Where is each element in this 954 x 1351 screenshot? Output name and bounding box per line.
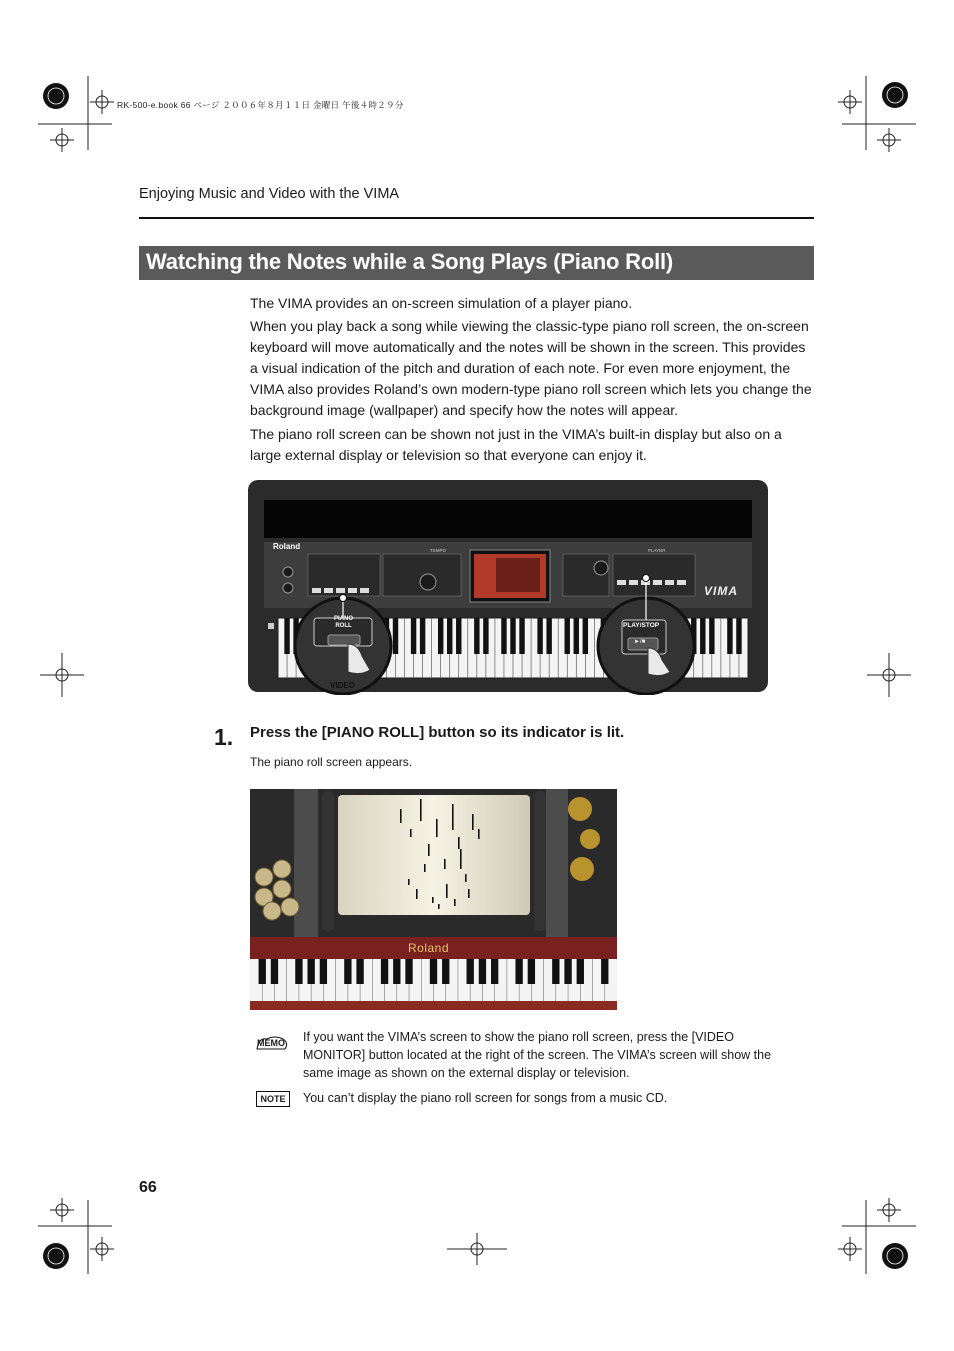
- roll-note: [446, 884, 448, 898]
- roll-note: [420, 799, 422, 821]
- black-key: [393, 618, 398, 654]
- black-key: [501, 618, 506, 654]
- step-number: 1.: [214, 724, 234, 750]
- memo-icon-label: MEMO: [257, 1038, 285, 1048]
- black-key: [515, 959, 522, 984]
- player-label: PLAYER: [648, 548, 666, 553]
- roll-note: [408, 879, 410, 885]
- piano-roll-button[interactable]: [334, 616, 353, 630]
- black-key: [577, 959, 584, 984]
- roll-note: [468, 889, 470, 898]
- black-key: [344, 959, 351, 984]
- black-key: [420, 618, 425, 654]
- black-key: [519, 618, 524, 654]
- black-key: [438, 618, 443, 654]
- roll-note: [424, 864, 426, 872]
- black-key: [271, 959, 278, 984]
- black-key: [709, 618, 714, 654]
- roll-note: [444, 859, 446, 869]
- vima-illustration: [248, 480, 768, 695]
- black-key: [564, 959, 571, 984]
- black-key: [583, 618, 588, 654]
- black-key: [491, 959, 498, 984]
- step-instruction: Press the [PIANO ROLL] button so its indicator is lit.: [250, 724, 625, 741]
- black-key: [320, 959, 327, 984]
- section-title: Watching the Notes while a Song Plays (Piano Roll): [146, 249, 674, 274]
- roland-nameboard: Roland: [408, 941, 450, 955]
- black-key: [736, 618, 741, 654]
- vima-instrument-figure: [248, 480, 768, 695]
- roll-note: [400, 809, 402, 823]
- memo-text: If you want the VIMA’s screen to show the piano roll screen, press the [VIDEO MONITOR] button located at the right of the screen. The VIMA’s screen will show the same image as shown on the external display or television.: [303, 1030, 772, 1080]
- black-key: [727, 618, 732, 654]
- black-key: [307, 959, 314, 984]
- roll-note: [478, 829, 480, 839]
- roll-note: [472, 814, 474, 830]
- play-stop-button[interactable]: ►/■: [634, 639, 646, 645]
- intro-paragraph-1: The VIMA provides an on-screen simulation of a player piano.: [250, 295, 633, 311]
- roll-note: [436, 819, 438, 837]
- print-slug: RK-500-e.book 66 ページ ２００６年８月１１日 金曜日 午後４時２９分: [117, 100, 404, 110]
- roll-note: [410, 829, 412, 837]
- black-key: [442, 959, 449, 984]
- black-key: [405, 959, 412, 984]
- piano-roll-illustration: [250, 789, 617, 1010]
- roll-note: [460, 849, 462, 869]
- roll-note: [432, 897, 434, 903]
- piano-roll-label-line2: ROLL: [335, 623, 352, 629]
- black-key: [295, 959, 302, 984]
- black-key: [411, 618, 416, 654]
- black-key: [565, 618, 570, 654]
- black-key: [528, 959, 535, 984]
- play-stop-label: PLAY/STOP: [623, 622, 660, 629]
- black-key: [537, 618, 542, 654]
- piano-roll-label-line1: PIANO: [334, 616, 354, 622]
- intro-paragraph-2: When you play back a song while viewing the classic-type piano roll screen, the on-screen keyboard will move automatically and the notes will be shown in the screen. This provides a visual indication of the pitch and duration of each note. For even more enjoyment, the VIMA also provides Roland’s own modern-type piano roll screen which lets you change the background image (wallpaper) and specify how the notes will appear.: [250, 318, 812, 418]
- black-key: [479, 959, 486, 984]
- roll-note: [416, 889, 418, 899]
- note-icon: NOTE: [256, 1091, 290, 1107]
- black-key: [574, 618, 579, 654]
- roll-note: [428, 844, 430, 856]
- black-key: [474, 618, 479, 654]
- page-number: 66: [139, 1179, 157, 1196]
- black-key: [546, 618, 551, 654]
- black-key: [456, 618, 461, 654]
- product-logo: VIMA: [704, 584, 738, 598]
- black-key: [393, 959, 400, 984]
- black-key: [601, 959, 608, 984]
- header-rule: [139, 217, 814, 219]
- step-result: The piano roll screen appears.: [250, 755, 413, 769]
- roll-note: [458, 837, 460, 849]
- roll-note: [452, 804, 454, 830]
- roll-note: [438, 904, 440, 909]
- black-key: [447, 618, 452, 654]
- black-key: [259, 959, 266, 984]
- piano-roll-screen-figure: [250, 789, 617, 1010]
- black-key: [430, 959, 437, 984]
- roll-note: [465, 874, 467, 882]
- black-key: [552, 959, 559, 984]
- roll-note: [454, 899, 456, 906]
- running-header: Enjoying Music and Video with the VIMA: [139, 186, 400, 202]
- black-key: [483, 618, 488, 654]
- black-key: [467, 959, 474, 984]
- black-key: [510, 618, 515, 654]
- video-label: VIDEO: [330, 681, 355, 690]
- black-key: [381, 959, 388, 984]
- brand-logo-small: Roland: [273, 542, 301, 551]
- black-key: [356, 959, 363, 984]
- tempo-label: TEMPO: [430, 548, 447, 553]
- note-text: You can’t display the piano roll screen for songs from a music CD.: [303, 1091, 668, 1105]
- intro-paragraph-3: The piano roll screen can be shown not just in the VIMA’s built-in display but also on a large external display or television so that everyone can enjoy it.: [250, 426, 782, 463]
- black-key: [284, 618, 289, 654]
- black-key: [700, 618, 705, 654]
- section-title-bar: [139, 246, 814, 280]
